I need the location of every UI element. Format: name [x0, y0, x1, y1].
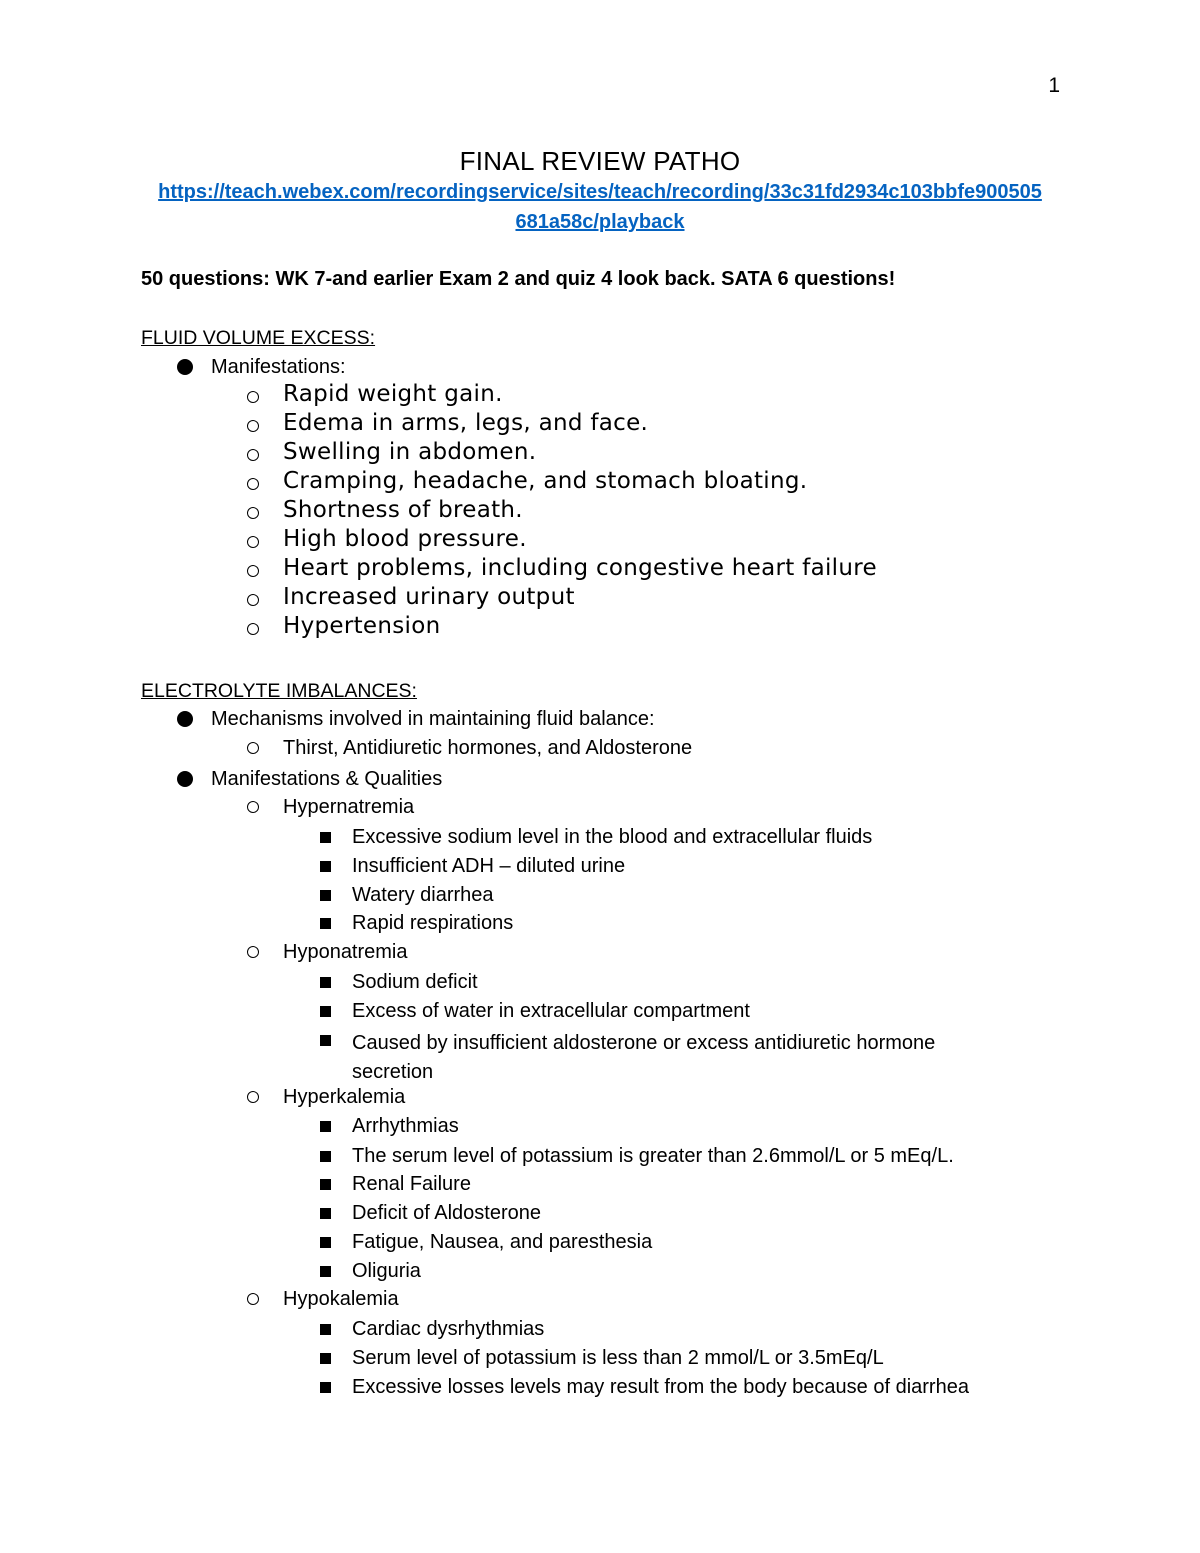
- recording-link-line-2[interactable]: 681a58c/playback: [515, 211, 685, 233]
- section-heading-electrolyte: ELECTROLYTE IMBALANCES:: [141, 680, 417, 702]
- list-item-text: Arrhythmias: [352, 1115, 459, 1137]
- bullet-circle-icon: [247, 449, 259, 461]
- list-item-text: Thirst, Antidiuretic hormones, and Aldosterone: [283, 737, 693, 759]
- bullet-circle-icon: [247, 801, 259, 813]
- bullet-square-icon: [320, 1382, 331, 1393]
- bullet-circle-icon: [247, 946, 259, 958]
- bullet-circle-icon: [247, 1293, 259, 1305]
- recording-link-line-1[interactable]: https://teach.webex.com/recordingservice/sites/teach/recording/33c31fd2934c103bbfe900505: [158, 181, 1042, 203]
- list-item-text: Cramping, headache, and stomach bloating.: [283, 468, 808, 494]
- list-item-text: Excessive sodium level in the blood and extracellular fluids: [352, 826, 873, 848]
- list-item-text: Hyperkalemia: [283, 1086, 406, 1108]
- bullet-square-icon: [320, 1266, 331, 1277]
- list-item-text: Shortness of breath.: [283, 497, 523, 523]
- bullet-square-icon: [320, 1121, 331, 1132]
- list-item-text: Manifestations:: [211, 356, 346, 378]
- list-item-text: Deficit of Aldosterone: [352, 1202, 541, 1224]
- bullet-circle-icon: [247, 565, 259, 577]
- bullet-square-icon: [320, 918, 331, 929]
- list-item-text: Excessive losses levels may result from the body because of diarrhea: [352, 1376, 969, 1398]
- bullet-circle-icon: [247, 536, 259, 548]
- list-item-text: Mechanisms involved in maintaining fluid balance:: [211, 708, 655, 730]
- bullet-circle-icon: [247, 507, 259, 519]
- list-item-text: Rapid weight gain.: [283, 381, 503, 407]
- list-item-text: Hypernatremia: [283, 796, 415, 818]
- bullet-circle-icon: [247, 623, 259, 635]
- bullet-circle-icon: [247, 594, 259, 606]
- bullet-dot-icon: [177, 711, 193, 727]
- list-item-text: Watery diarrhea: [352, 884, 494, 906]
- list-item-text: Sodium deficit: [352, 971, 478, 993]
- section-heading-fluid: FLUID VOLUME EXCESS:: [141, 327, 376, 349]
- list-item-text: Swelling in abdomen.: [283, 439, 537, 465]
- bullet-square-icon: [320, 1237, 331, 1248]
- bullet-square-icon: [320, 1179, 331, 1190]
- list-item-text: Cardiac dysrhythmias: [352, 1318, 545, 1340]
- bullet-circle-icon: [247, 1091, 259, 1103]
- bullet-circle-icon: [247, 742, 259, 754]
- bullet-square-icon: [320, 1324, 331, 1335]
- list-item-text: Manifestations & Qualities: [211, 768, 443, 790]
- list-item-text: Insufficient ADH – diluted urine: [352, 855, 626, 877]
- list-item-text: Fatigue, Nausea, and paresthesia: [352, 1231, 653, 1253]
- list-item-text: Hypertension: [283, 613, 441, 639]
- bullet-circle-icon: [247, 478, 259, 490]
- list-item-text: Increased urinary output: [283, 584, 575, 610]
- list-item-text: Hypokalemia: [283, 1288, 399, 1310]
- list-item-text: Heart problems, including congestive heart failure: [283, 555, 877, 581]
- intro-text: 50 questions: WK 7-and earlier Exam 2 and quiz 4 look back. SATA 6 questions!: [141, 268, 896, 290]
- bullet-square-icon: [320, 1353, 331, 1364]
- bullet-dot-icon: [177, 359, 193, 375]
- list-item-text: Caused by insufficient aldosterone or excess antidiuretic hormone secretion: [352, 1032, 936, 1083]
- list-item-text: Hyponatremia: [283, 941, 408, 963]
- list-item-text: Renal Failure: [352, 1173, 471, 1195]
- bullet-square-icon: [320, 977, 331, 988]
- bullet-square-icon: [320, 832, 331, 843]
- bullet-circle-icon: [247, 420, 259, 432]
- bullet-square-icon: [320, 1151, 331, 1162]
- list-item-text: Edema in arms, legs, and face.: [283, 410, 649, 436]
- bullet-square-icon: [320, 1006, 331, 1017]
- bullet-square-icon: [320, 1208, 331, 1219]
- bullet-dot-icon: [177, 771, 193, 787]
- bullet-square-icon: [320, 861, 331, 872]
- list-item-text: High blood pressure.: [283, 526, 527, 552]
- list-item-text: Excess of water in extracellular compartment: [352, 1000, 750, 1022]
- bullet-square-icon: [320, 1035, 331, 1046]
- bullet-square-icon: [320, 890, 331, 901]
- list-item-text: Rapid respirations: [352, 912, 514, 934]
- list-item-text: The serum level of potassium is greater than 2.6mmol/L or 5 mEq/L.: [352, 1145, 954, 1167]
- bullet-circle-icon: [247, 391, 259, 403]
- page-number: 1: [1048, 74, 1060, 97]
- list-item-text: Serum level of potassium is less than 2 mmol/L or 3.5mEq/L: [352, 1347, 884, 1369]
- list-item-text: Oliguria: [352, 1260, 421, 1282]
- page-title: FINAL REVIEW PATHO: [459, 146, 741, 176]
